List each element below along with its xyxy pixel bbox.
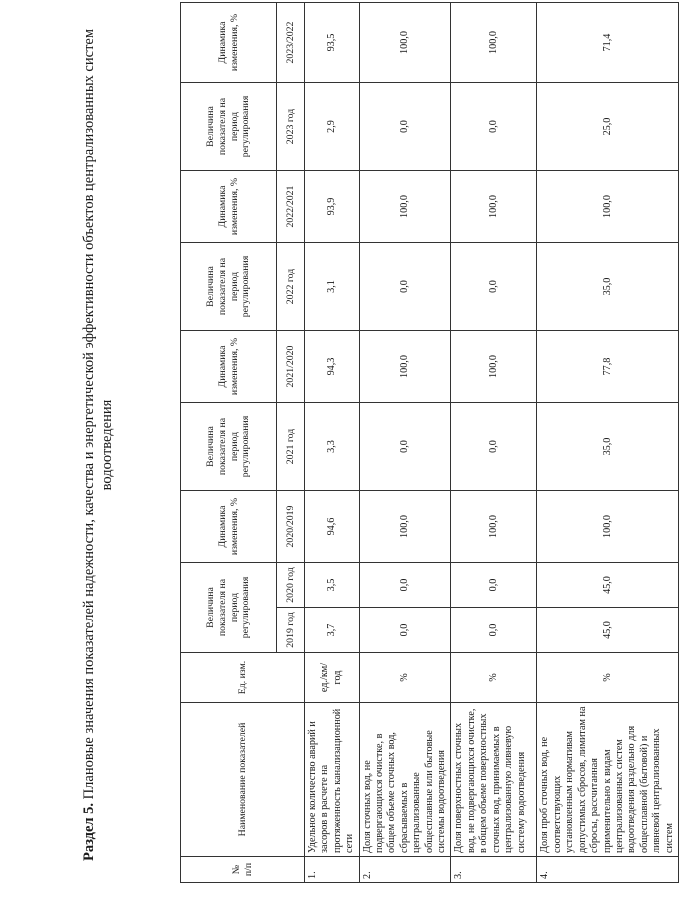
header-dynamics-2021: Динамика изменения, % <box>181 331 277 403</box>
header-value-2022: Величина показателя на период регулирования <box>181 243 277 331</box>
row-dynamics-2022: 100,0 <box>359 171 451 243</box>
table-row <box>359 3 451 883</box>
row-dynamics-2021: 100,0 <box>359 331 451 403</box>
row-dynamics-2020: 100,0 <box>359 491 451 563</box>
row-dynamics-2023: 100,0 <box>359 3 451 83</box>
table-row <box>451 3 537 883</box>
row-dynamics-2023: 100,0 <box>451 3 537 83</box>
row-value-2019: 3,7 <box>305 608 360 653</box>
row-dynamics-2021: 100,0 <box>451 331 537 403</box>
row-value-2021: 0,0 <box>451 403 537 491</box>
row-dynamics-2021: 77,8 <box>537 331 678 403</box>
header-value-2023: Величина показателя на период регулирования <box>181 83 277 171</box>
header-ratio-2020: 2020/2019 <box>277 491 305 563</box>
header-value-2021: Величина показателя на период регулирования <box>181 403 277 491</box>
header-name: Наименование показателей <box>181 703 305 857</box>
row-value-2019: 0,0 <box>359 608 451 653</box>
row-value-2020: 45,0 <box>537 563 678 608</box>
header-dynamics-2020: Динамика изменения, % <box>181 491 277 563</box>
row-dynamics-2020: 100,0 <box>451 491 537 563</box>
row-value-2023: 25,0 <box>537 83 678 171</box>
header-dynamics-2022: Динамика изменения, % <box>181 171 277 243</box>
row-unit: % <box>537 653 678 703</box>
row-value-2020: 0,0 <box>451 563 537 608</box>
row-dynamics-2022: 100,0 <box>537 171 678 243</box>
indicators-table <box>180 2 679 883</box>
row-num: 1. <box>305 857 360 883</box>
row-dynamics-2021: 94,3 <box>305 331 360 403</box>
row-dynamics-2020: 94,6 <box>305 491 360 563</box>
row-unit: % <box>359 653 451 703</box>
header-dynamics-2023: Динамика изменения, % <box>181 3 277 83</box>
row-value-2022: 35,0 <box>537 243 678 331</box>
row-name: Удельное количество аварий и засоров в расчете на протяженность канализационной сети <box>305 703 360 857</box>
header-num: № п/п <box>181 857 305 883</box>
row-value-2023: 2,9 <box>305 83 360 171</box>
row-name: Доля сточных вод, не подвергающихся очистке, в общем объеме сточных вод, сбрасываемых в централизованные общесплавные или бытовые системы водоотведения <box>359 703 451 857</box>
row-num: 3. <box>451 857 537 883</box>
header-year-2019: 2019 год <box>277 608 305 653</box>
row-value-2021: 3,3 <box>305 403 360 491</box>
row-name: Доля проб сточных вод, не соответствующих установленным нормативам допустимых сбросов, лимитам на сбросы, рассчитанная применительно к видам централизованных систем водоотведения раздельно для общесплавной (бытовой) и ливневой централизованных систем <box>537 703 678 857</box>
row-unit: % <box>451 653 537 703</box>
header-year-2021: 2021 год <box>277 403 305 491</box>
row-value-2022: 0,0 <box>451 243 537 331</box>
row-value-2020: 3,5 <box>305 563 360 608</box>
row-value-2019: 0,0 <box>451 608 537 653</box>
row-value-2023: 0,0 <box>359 83 451 171</box>
row-num: 2. <box>359 857 451 883</box>
table-row <box>537 3 678 883</box>
row-num: 4. <box>537 857 678 883</box>
header-ratio-2021: 2021/2020 <box>277 331 305 403</box>
row-value-2019: 45,0 <box>537 608 678 653</box>
header-year-2020: 2020 год <box>277 563 305 608</box>
section-title-prefix: Раздел 5. <box>81 802 97 862</box>
row-value-2022: 0,0 <box>359 243 451 331</box>
header-ratio-2022: 2022/2021 <box>277 171 305 243</box>
row-value-2020: 0,0 <box>359 563 451 608</box>
row-value-2021: 0,0 <box>359 403 451 491</box>
row-unit: ед./км/год <box>305 653 360 703</box>
row-name: Доля поверхностных сточных вод, не подвергающихся очистке, в общем объеме поверхностных сточных вод, принимаемых в централизованную ливневую систему водоотведения <box>451 703 537 857</box>
section-title-text: Плановые значения показателей надежности, качества и энергетической эффективности объектов централизованных систем водоотведения <box>81 28 115 803</box>
row-dynamics-2020: 100,0 <box>537 491 678 563</box>
section-title <box>80 5 116 885</box>
header-value-2019-2020: Величина показателя на период регулирования <box>181 563 277 653</box>
row-dynamics-2023: 93,5 <box>305 3 360 83</box>
row-dynamics-2022: 93,9 <box>305 171 360 243</box>
header-year-2023: 2023 год <box>277 83 305 171</box>
row-dynamics-2023: 71,4 <box>537 3 678 83</box>
header-row-1 <box>181 3 277 883</box>
header-ratio-2023: 2023/2022 <box>277 3 305 83</box>
header-unit: Ед. изм. <box>181 653 305 703</box>
header-year-2022: 2022 год <box>277 243 305 331</box>
row-dynamics-2022: 100,0 <box>451 171 537 243</box>
row-value-2022: 3,1 <box>305 243 360 331</box>
table-row <box>305 3 360 883</box>
row-value-2023: 0,0 <box>451 83 537 171</box>
row-value-2021: 35,0 <box>537 403 678 491</box>
